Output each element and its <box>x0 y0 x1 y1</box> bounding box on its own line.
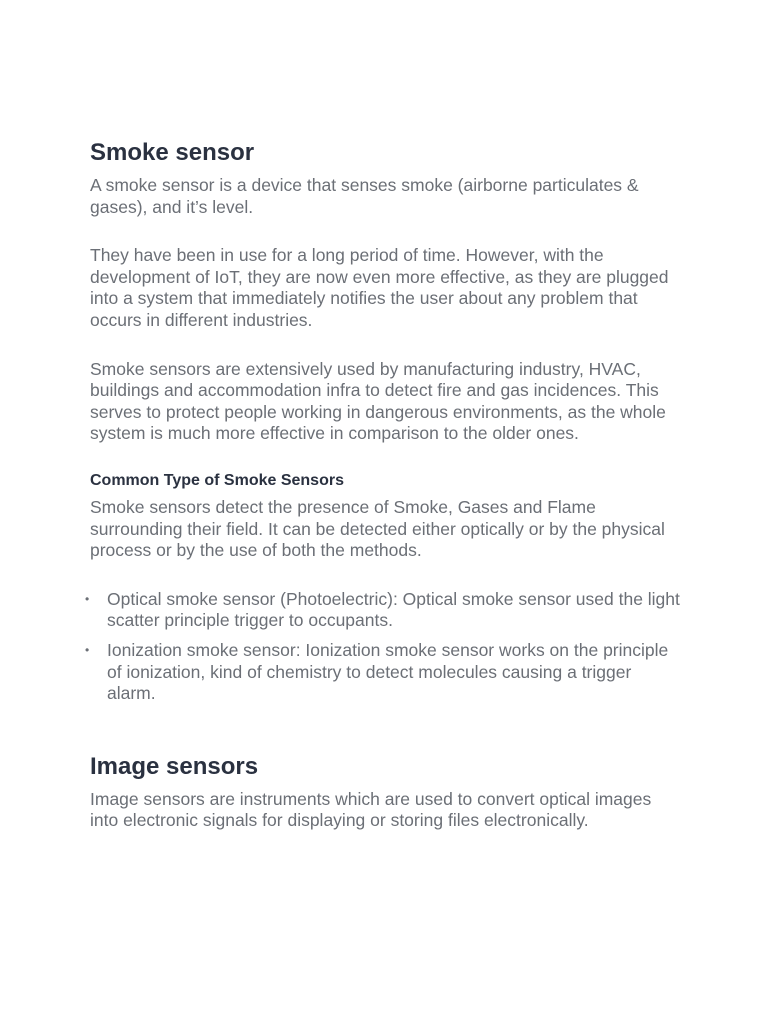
image-sensors-heading: Image sensors <box>90 752 259 780</box>
smoke-usage-paragraph: Smoke sensors are extensively used by manufacturing industry, HVAC, buildings and accommodation infra to detect fire and gas incidences. This serves to protect people working in dangerous environments, as the whole system is much more effective in comparison to the older ones. <box>90 358 666 444</box>
smoke-types-paragraph: Smoke sensors detect the presence of Smoke, Gases and Flame surrounding their field. It can be detected either optically or by the physical process or by the use of both the methods. <box>90 496 665 561</box>
smoke-sensor-heading: Smoke sensor <box>90 139 255 166</box>
list-item <box>85 639 680 705</box>
list-item-text: Optical smoke sensor (Photoelectric): Optical smoke sensor used the light scatter principle trigger to occupants. <box>107 588 680 631</box>
article-content <box>85 139 680 832</box>
smoke-types-list <box>85 588 680 705</box>
bullet-icon: • <box>85 591 90 606</box>
image-sensors-paragraph: Image sensors are instruments which are used to convert optical images into electronic signals for displaying or storing files electronically. <box>90 788 652 831</box>
smoke-types-subheading: Common Type of Smoke Sensors <box>90 471 344 489</box>
smoke-iot-paragraph: They have been in use for a long period of time. However, with the development of IoT, they are now even more effective, as they are plugged into a system that immediately notifies the user about any problem that occurs in different industries. <box>90 245 669 330</box>
bullet-icon: • <box>85 642 90 657</box>
list-item-text: Ionization smoke sensor: Ionization smoke sensor works on the principle of ionization, kind of chemistry to detect molecules causing a trigger alarm. <box>107 639 669 704</box>
list-item <box>85 588 680 632</box>
smoke-intro-paragraph: A smoke sensor is a device that senses smoke (airborne particulates & gases), and it’s level. <box>90 175 639 217</box>
